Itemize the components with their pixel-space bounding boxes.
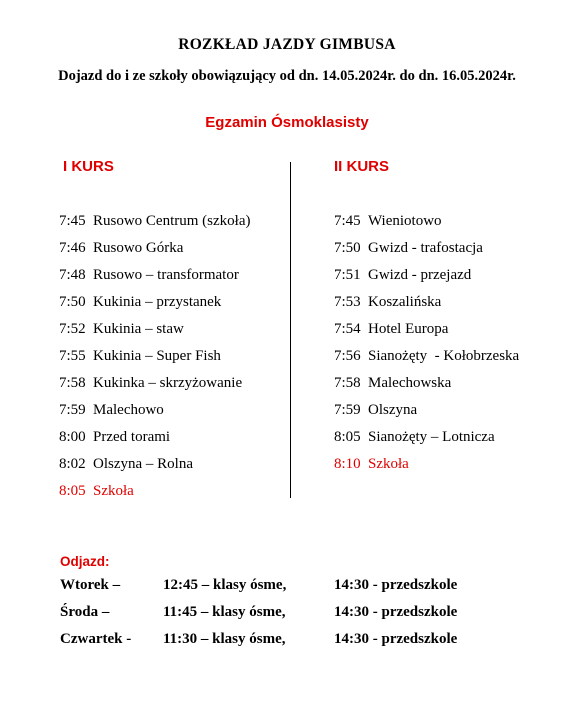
stop-time: 7:56 bbox=[334, 348, 361, 364]
kurs2-stop bbox=[334, 424, 519, 451]
stop-time: 7:45 bbox=[59, 213, 86, 229]
departure-time-preschool: 14:30 - przedszkole bbox=[334, 577, 458, 593]
kurs2-heading: II KURS bbox=[334, 158, 390, 175]
kurs2-stop bbox=[334, 316, 519, 343]
kurs2-stop bbox=[334, 262, 519, 289]
stop-time: 7:59 bbox=[59, 402, 86, 418]
departure-time-grade8: 11:30 – klasy ósme, bbox=[163, 631, 286, 647]
stop-place: Rusowo – transformator bbox=[93, 267, 239, 283]
stop-time: 7:58 bbox=[334, 375, 361, 391]
stop-time: 8:00 bbox=[59, 429, 86, 445]
stop-time: 7:52 bbox=[59, 321, 86, 337]
stop-place: Rusowo Górka bbox=[93, 240, 184, 256]
stop-time: 7:51 bbox=[334, 267, 361, 283]
kurs1-stop bbox=[59, 370, 250, 397]
stop-place: Szkoła bbox=[93, 483, 134, 499]
stop-time: 7:54 bbox=[334, 321, 361, 337]
stop-time: 7:58 bbox=[59, 375, 86, 391]
kurs1-stop bbox=[59, 235, 250, 262]
kurs2-final-stop bbox=[334, 451, 519, 478]
kurs1-stop bbox=[59, 208, 250, 235]
kurs1-stop bbox=[59, 289, 250, 316]
kurs2-stop bbox=[334, 370, 519, 397]
kurs1-stop-list bbox=[59, 208, 250, 505]
page-title: ROZKŁAD JAZDY GIMBUSA bbox=[178, 36, 396, 53]
stop-place: Koszalińska bbox=[368, 294, 442, 310]
stop-place: Kukinia – przystanek bbox=[93, 294, 222, 310]
kurs1-stop bbox=[59, 316, 250, 343]
stop-place: Gwizd - trafostacja bbox=[368, 240, 483, 256]
stop-time: 8:05 bbox=[334, 429, 361, 445]
stop-place: Szkoła bbox=[368, 456, 409, 472]
kurs1-stop bbox=[59, 262, 250, 289]
kurs1-stop bbox=[59, 343, 250, 370]
stop-place: Rusowo Centrum (szkoła) bbox=[93, 213, 251, 229]
stop-place: Malechowska bbox=[368, 375, 452, 391]
kurs1-stop bbox=[59, 424, 250, 451]
departure-time-grade8: 11:45 – klasy ósme, bbox=[163, 604, 286, 620]
departure-day: Wtorek – bbox=[60, 577, 121, 593]
kurs2-stop-list bbox=[334, 208, 519, 478]
stop-time: 7:59 bbox=[334, 402, 361, 418]
stop-time: 7:46 bbox=[59, 240, 86, 256]
stop-time: 7:55 bbox=[59, 348, 86, 364]
stop-time: 7:48 bbox=[59, 267, 86, 283]
stop-place: Sianożęty - Kołobrzeska bbox=[368, 348, 520, 364]
stop-place: Gwizd - przejazd bbox=[368, 267, 472, 283]
departure-time-grade8: 12:45 – klasy ósme, bbox=[163, 577, 287, 593]
kurs1-final-stop bbox=[59, 478, 250, 505]
kurs1-heading: I KURS bbox=[63, 158, 114, 175]
kurs2-stop bbox=[334, 343, 519, 370]
departures-label: Odjazd: bbox=[60, 554, 110, 569]
kurs2-stop bbox=[334, 208, 519, 235]
kurs2-stop bbox=[334, 397, 519, 424]
stop-place: Przed torami bbox=[93, 429, 171, 445]
departure-time-preschool: 14:30 - przedszkole bbox=[334, 604, 458, 620]
event-heading: Egzamin Ósmoklasisty bbox=[205, 114, 369, 131]
stop-place: Sianożęty – Lotnicza bbox=[368, 429, 495, 445]
stop-time: 7:50 bbox=[59, 294, 86, 310]
stop-time: 8:10 bbox=[334, 456, 361, 472]
stop-place: Hotel Europa bbox=[368, 321, 449, 337]
stop-place: Kukinia – staw bbox=[93, 321, 184, 337]
stop-place: Olszyna bbox=[368, 402, 418, 418]
validity-subtitle: Dojazd do i ze szkoły obowiązujący od dn. 14.05.2024r. do dn. 16.05.2024r. bbox=[58, 68, 516, 84]
departure-time-preschool: 14:30 - przedszkole bbox=[334, 631, 458, 647]
departure-day: Czwartek - bbox=[60, 631, 132, 647]
departure-day: Środa – bbox=[60, 604, 110, 620]
stop-place: Malechowo bbox=[93, 402, 164, 418]
stop-place: Olszyna – Rolna bbox=[93, 456, 193, 472]
stop-time: 8:02 bbox=[59, 456, 86, 472]
stop-place: Kukinka – skrzyżowanie bbox=[93, 375, 243, 391]
stop-time: 8:05 bbox=[59, 483, 86, 499]
stop-time: 7:53 bbox=[334, 294, 361, 310]
kurs1-stop bbox=[59, 451, 250, 478]
stop-time: 7:50 bbox=[334, 240, 361, 256]
stop-place: Kukinia – Super Fish bbox=[93, 348, 221, 364]
kurs2-stop bbox=[334, 289, 519, 316]
kurs2-stop bbox=[334, 235, 519, 262]
kurs1-stop bbox=[59, 397, 250, 424]
column-divider bbox=[290, 162, 291, 498]
stop-time: 7:45 bbox=[334, 213, 361, 229]
stop-place: Wieniotowo bbox=[368, 213, 442, 229]
